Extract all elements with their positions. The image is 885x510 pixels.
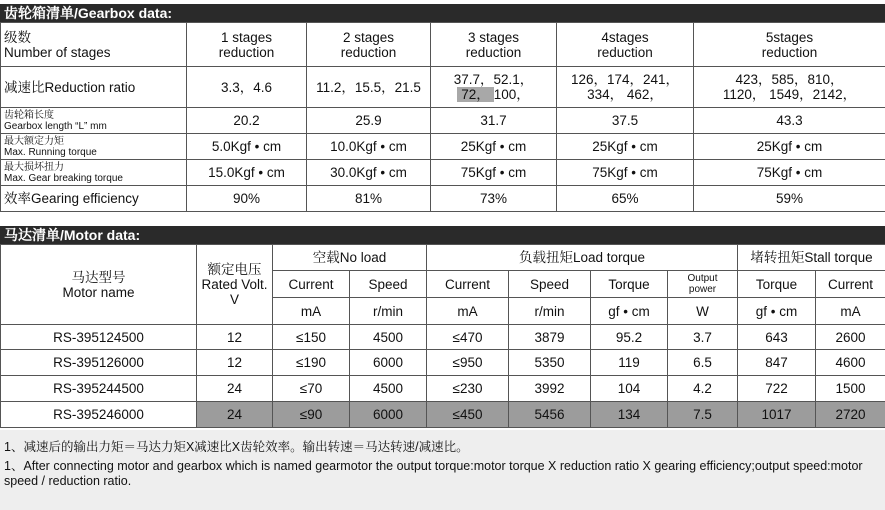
notes (0, 430, 885, 510)
breaking-cell: 30.0Kgf • cm (307, 160, 431, 186)
motor-model: RS-395126000 (1, 350, 197, 376)
col-header: Speed (509, 271, 591, 298)
motor-header-row-1 (1, 245, 885, 271)
col-header: Torque (591, 271, 668, 298)
stage-cell: 4stages reduction (557, 23, 694, 67)
unit-header: mA (816, 298, 885, 325)
note-cn: 1、减速后的输出力矩＝马达力矩X减速比X齿轮效率。输出转速＝马达转速/减速比。 (4, 440, 469, 454)
gearbox-row-stages (1, 23, 885, 67)
efficiency-cell: 59% (694, 186, 885, 212)
length-label: 齿轮箱长度 Gearbox length “L” mm (1, 108, 187, 134)
running-label: 最大额定力矩 Max. Running torque (1, 134, 187, 160)
ratio-cell: 11.2，15.5，21.5 (307, 67, 431, 108)
motor-table (0, 244, 885, 428)
gearbox-row-length (1, 108, 885, 134)
stages-label (1, 23, 187, 67)
stages-label-en: Number of stages (4, 44, 111, 60)
ratio-label: 减速比Reduction ratio (1, 67, 187, 108)
motor-model: RS-395244500 (1, 376, 197, 402)
load-torque-header: 负载扭矩Load torque (427, 245, 738, 271)
unit-header: r/min (350, 298, 427, 325)
stage-cell: 5stages reduction (694, 23, 885, 67)
running-cell: 25Kgf • cm (431, 134, 557, 160)
col-header: Current (816, 271, 885, 298)
length-cell: 25.9 (307, 108, 431, 134)
motor-row: RS-395124500 12 ≤150 4500 ≤470 3879 95.2 3.7 643 2600 (1, 325, 885, 350)
breaking-cell: 75Kgf • cm (557, 160, 694, 186)
running-cell: 25Kgf • cm (694, 134, 885, 160)
note-en: 1、After connecting motor and gearbox which is named gearmotor the output torque:motor torque X reduction ratio X gearing efficiency;output speed:motor speed / reduction ratio. (4, 459, 863, 488)
unit-header: gf • cm (591, 298, 668, 325)
efficiency-cell: 81% (307, 186, 431, 212)
unit-header: mA (427, 298, 509, 325)
gearbox-row-efficiency (1, 186, 885, 212)
running-cell: 25Kgf • cm (557, 134, 694, 160)
stage-cell: 2 stages reduction (307, 23, 431, 67)
breaking-cell: 75Kgf • cm (431, 160, 557, 186)
ratio-cell: 126，174，241， 334， 462， (557, 67, 694, 108)
ratio-cell: 37.7，52.1， 72， 100， (431, 67, 557, 108)
col-header: Torque (738, 271, 816, 298)
gearbox-section-title: 齿轮箱清单/Gearbox data: (0, 4, 885, 23)
running-cell: 10.0Kgf • cm (307, 134, 431, 160)
length-cell: 20.2 (187, 108, 307, 134)
running-cell: 5.0Kgf • cm (187, 134, 307, 160)
efficiency-cell: 65% (557, 186, 694, 212)
efficiency-label: 效率Gearing efficiency (1, 186, 187, 212)
motor-row-highlighted: RS-395246000 24 ≤90 6000 ≤450 5456 134 7.5 1017 2720 (1, 402, 885, 428)
motor-model: RS-395246000 (1, 402, 197, 428)
no-load-header: 空载No load (273, 245, 427, 271)
gearbox-table (0, 22, 885, 212)
gearbox-row-breaking (1, 160, 885, 186)
ratio-highlight: 72， (457, 87, 494, 102)
unit-header: r/min (509, 298, 591, 325)
motor-row: RS-395244500 24 ≤70 4500 ≤230 3992 104 4.2 722 1500 (1, 376, 885, 402)
motor-row: RS-395126000 12 ≤190 6000 ≤950 5350 119 6.5 847 4600 (1, 350, 885, 376)
col-header: Speed (350, 271, 427, 298)
gearbox-row-running (1, 134, 885, 160)
breaking-cell: 75Kgf • cm (694, 160, 885, 186)
rated-volt-header: 额定电压 Rated Volt. V (197, 245, 273, 325)
stage-cell: 3 stages reduction (431, 23, 557, 67)
length-cell: 43.3 (694, 108, 885, 134)
efficiency-cell: 90% (187, 186, 307, 212)
unit-header: W (668, 298, 738, 325)
efficiency-cell: 73% (431, 186, 557, 212)
length-cell: 37.5 (557, 108, 694, 134)
stall-torque-header: 堵转扭矩Stall torque (738, 245, 885, 271)
stages-label-cn: 级数 (4, 29, 31, 45)
ratio-cell: 3.3，4.6 (187, 67, 307, 108)
unit-header: mA (273, 298, 350, 325)
motor-model: RS-395124500 (1, 325, 197, 350)
col-header: Output power (668, 271, 738, 298)
gearbox-row-ratio (1, 67, 885, 108)
length-cell: 31.7 (431, 108, 557, 134)
motor-name-header: 马达型号 Motor name (1, 245, 197, 325)
ratio-cell: 423，585，810， 1120， 1549，2142， (694, 67, 885, 108)
breaking-label: 最大损坏扭力 Max. Gear breaking torque (1, 160, 187, 186)
stage-cell: 1 stages reduction (187, 23, 307, 67)
motor-section-title: 马达清单/Motor data: (0, 226, 885, 245)
unit-header: gf • cm (738, 298, 816, 325)
breaking-cell: 15.0Kgf • cm (187, 160, 307, 186)
col-header: Current (427, 271, 509, 298)
col-header: Current (273, 271, 350, 298)
